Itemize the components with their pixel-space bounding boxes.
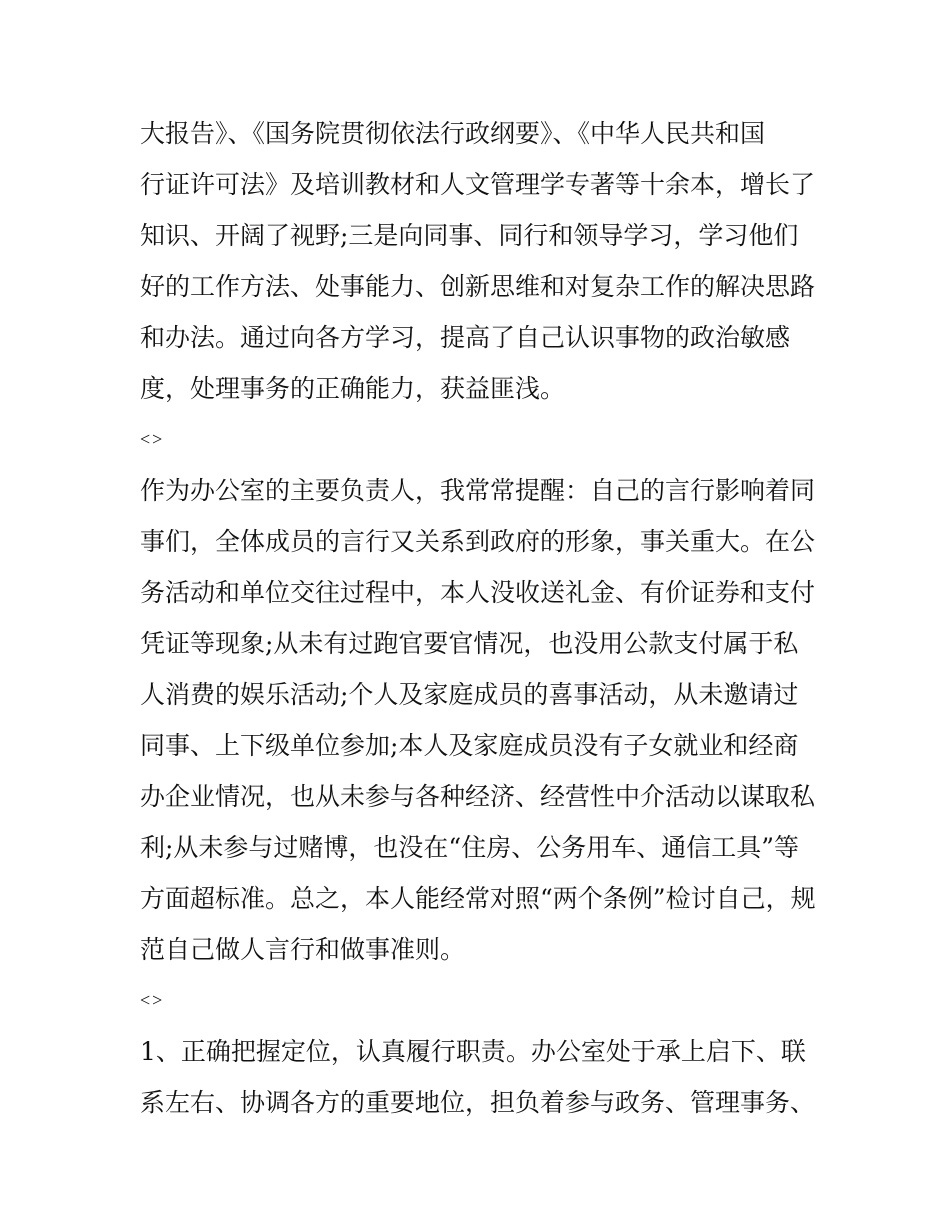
paragraph-study [140, 108, 820, 414]
text-line: 好的工作方法、处事能力、创新思维和对复杂工作的解决思路 [140, 272, 816, 301]
text-line: 务活动和单位交往过程中，本人没收送礼金、有价证券和支付 [140, 578, 816, 607]
text-line: 系左右、协调各方的重要地位，担负着参与政务、管理事务、 [140, 1088, 816, 1117]
text-line: 1、正确把握定位，认真履行职责。办公室处于承上启下、联 [140, 1037, 806, 1066]
section-marker: <> [140, 990, 165, 1010]
text-line: 范自己做人言行和做事准则。 [140, 935, 466, 964]
text-line: 和办法。通过向各方学习，提高了自己认识事物的政治敏感 [140, 323, 791, 352]
text-line: 知识、开阔了视野;三是向同事、同行和领导学习，学习他们 [140, 221, 799, 250]
text-line: 同事、上下级单位参加;本人及家庭成员没有子女就业和经商 [140, 731, 799, 760]
text-line: 行证许可法》及培训教材和人文管理学专著等十余本，增长了 [140, 170, 816, 199]
text-line: 事们，全体成员的言行又关系到政府的形象，事关重大。在公 [140, 527, 816, 556]
text-line: 方面超标准。总之，本人能经常对照“两个条例”检讨自己，规 [140, 884, 816, 913]
text-line: 凭证等现象;从未有过跑官要官情况，也没用公款支付属于私 [140, 629, 799, 658]
text-line: 利;从未参与过赌博，也没在“住房、公务用车、通信工具”等 [140, 833, 799, 862]
section-marker: <> [140, 429, 165, 449]
text-line: 度，处理事务的正确能力，获益匪浅。 [140, 374, 566, 403]
text-line: 人消费的娱乐活动;个人及家庭成员的喜事活动，从未邀请过 [140, 680, 799, 709]
text-line: 办企业情况，也从未参与各种经济、经营性中介活动以谋取私 [140, 782, 816, 811]
text-line: 作为办公室的主要负责人，我常常提醒：自己的言行影响着同 [140, 476, 816, 505]
paragraph-integrity [140, 465, 820, 975]
paragraph-duties [140, 1026, 820, 1128]
document-body [140, 108, 820, 1128]
text-line: 大报告》、《国务院贯彻依法行政纲要》、《中华人民共和国 [140, 119, 766, 148]
